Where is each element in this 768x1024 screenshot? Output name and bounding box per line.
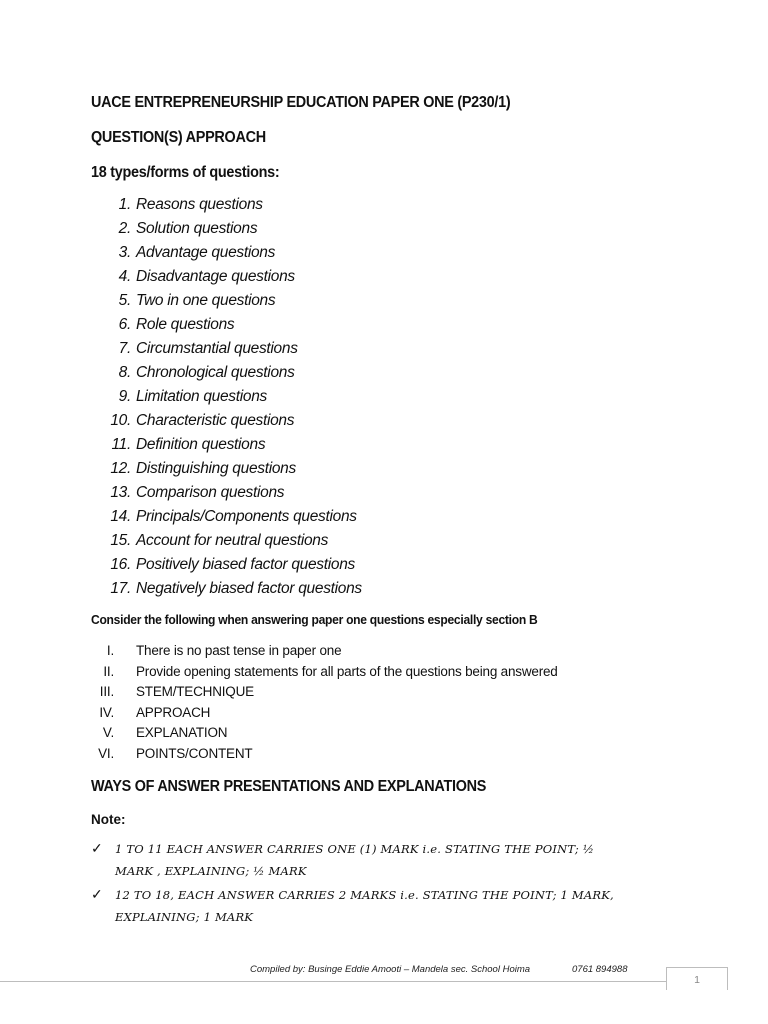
note-line: 12 TO 18, EACH ANSWER CARRIES 2 MARKS i.e. STATING THE POINT; 1 MARK, (115, 888, 614, 902)
document-page: UACE ENTREPRENEURSHIP EDUCATION PAPER ONE (P230/1) QUESTION(S) APPROACH 18 types/forms of questions: 1. Reasons questions 2. Solution questions 3. Advantage questions 4. Disadvantage questions 5. Two in one questions 6. Role questions 7. Circumstantial questions 8. Chronological questions 9. Limitation questions 10. Characteristic questions 11. Definition questions 12. Distinguishing questions 13. Comparison questions 14. Principals/Components questions 15. Account for neutral questions 16. Positively biased factor questions 17. Negatively biased factor questions Consider the following when answering paper one questions especially section B I. There is no past tense in paper one II. Provide opening statements for all parts of the questions being answered III. STEM/TECHNIQUE IV. APPROACH V. EXPLANATION VI. POINTS/CONTENT WAYS OF ANSWER PRESENTATIONS AND EXPLANATIONS Note: ✓ 1 TO 11 EACH ANSWER CARRIES ONE (1) MARK i.e. STATING THE POINT; ½ MARK , EXPLAINING; ½ MARK ✓ 12 TO 18, EACH ANSWER CARRIES 2 MARKS i.e. STATING THE POINT; 1 MARK, EXPLAINING; 1 MARK Compiled by: Businge Eddie Amooti – Mandela sec. School Hoima 0761 894988 1 (0, 0, 768, 1024)
footer-divider (0, 981, 666, 982)
note-label: Note: (91, 812, 126, 827)
approach-heading: QUESTION(S) APPROACH (91, 129, 266, 146)
checkmark-icon: ✓ (91, 840, 103, 856)
checkmark-icon: ✓ (91, 886, 103, 902)
note-line: EXPLAINING; 1 MARK (115, 910, 254, 924)
footer-phone: 0761 894988 (572, 964, 628, 975)
ways-heading: WAYS OF ANSWER PRESENTATIONS AND EXPLANATIONS (91, 778, 487, 795)
page-number: 1 (694, 974, 700, 986)
consider-heading: Consider the following when answering paper one questions especially section B (91, 612, 538, 627)
types-heading: 18 types/forms of questions: (91, 164, 280, 181)
page-number-box (666, 967, 728, 990)
note-line: MARK , EXPLAINING; ½ MARK (115, 864, 307, 878)
footer-compiled-by: Compiled by: Businge Eddie Amooti – Mandela sec. School Hoima (250, 964, 531, 975)
document-title: UACE ENTREPRENEURSHIP EDUCATION PAPER ONE (P230/1) (91, 94, 511, 111)
note-line: 1 TO 11 EACH ANSWER CARRIES ONE (1) MARK i.e. STATING THE POINT; ½ (115, 842, 595, 856)
